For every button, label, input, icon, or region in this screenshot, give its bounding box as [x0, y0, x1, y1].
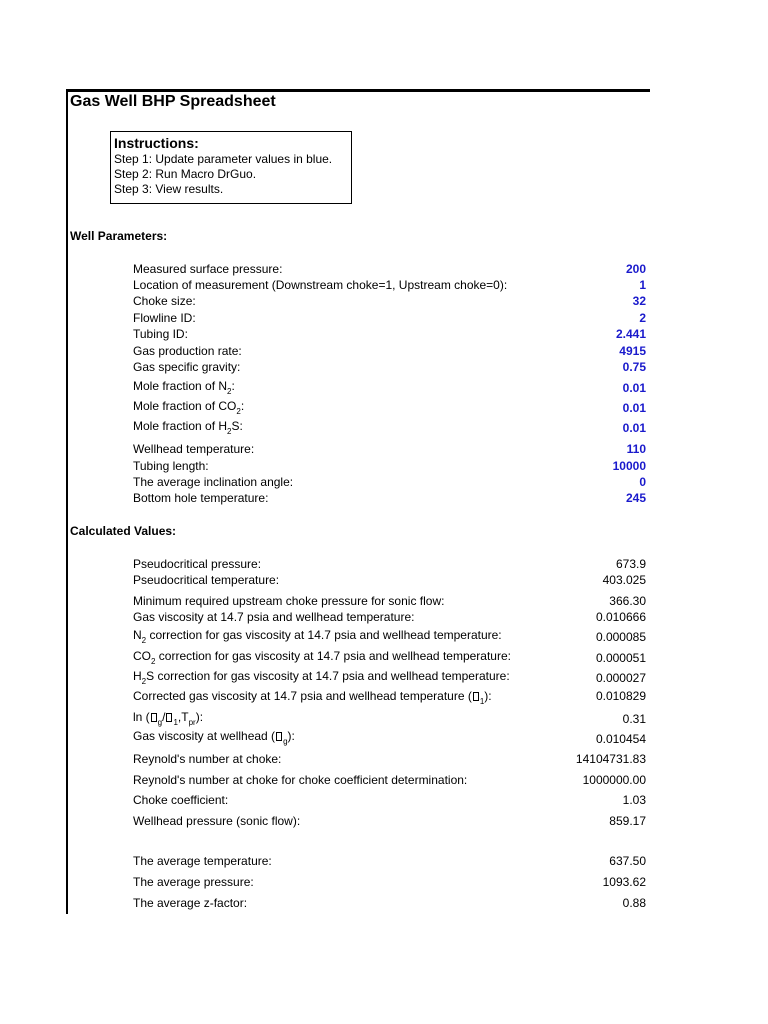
- calc-label: [133, 669, 510, 686]
- param-input-value[interactable]: 0.01: [622, 421, 646, 435]
- param-input-value[interactable]: 0.75: [622, 360, 646, 374]
- calc-row: [133, 689, 646, 705]
- left-border-rule: [66, 90, 68, 914]
- calc-row: [133, 649, 646, 665]
- calc-label: Pseudocritical pressure:: [133, 557, 262, 571]
- calc-value: 1.03: [622, 793, 646, 807]
- calc-label: [133, 628, 502, 645]
- param-row: [133, 327, 646, 343]
- param-label: Location of measurement (Downstream choke=1, Upstream choke=0):: [133, 278, 508, 292]
- calc-row: [133, 854, 646, 870]
- calc-value: 859.17: [609, 814, 646, 828]
- calc-label: [133, 710, 204, 727]
- param-label: Tubing length:: [133, 459, 209, 473]
- param-row: [133, 379, 646, 395]
- calc-label: The average z-factor:: [133, 896, 248, 910]
- calc-label: [133, 649, 511, 666]
- param-input-value[interactable]: 200: [625, 262, 646, 276]
- calc-label: Wellhead pressure (sonic flow):: [133, 814, 301, 828]
- calc-value: 0.010454: [595, 732, 646, 746]
- calc-value: 403.025: [602, 573, 646, 587]
- label-text: ):: [287, 729, 295, 743]
- param-input-value[interactable]: 0.01: [622, 381, 646, 395]
- param-row: [133, 419, 646, 435]
- calc-value: 0.000027: [595, 671, 646, 685]
- param-label: Measured surface pressure:: [133, 262, 283, 276]
- param-label: Gas specific gravity:: [133, 360, 241, 374]
- param-row: [133, 399, 646, 415]
- label-text: Gas viscosity at wellhead (: [133, 729, 276, 743]
- param-label: The average inclination angle:: [133, 475, 294, 489]
- param-label: Flowline ID:: [133, 311, 196, 325]
- calc-row: [133, 557, 646, 573]
- calculated-values-heading: Calculated Values:: [70, 524, 177, 538]
- param-input-value[interactable]: 2.441: [615, 327, 646, 341]
- param-input-value[interactable]: 245: [625, 491, 646, 505]
- calc-row: [133, 729, 646, 745]
- param-label: Choke size:: [133, 294, 196, 308]
- calc-label: The average pressure:: [133, 875, 254, 889]
- param-input-value[interactable]: 0.01: [622, 401, 646, 415]
- label-text: ):: [484, 689, 492, 703]
- label-text: /: [162, 710, 166, 724]
- subscript: 2: [227, 427, 232, 436]
- param-row: [133, 442, 646, 458]
- calc-row: [133, 669, 646, 685]
- subscript: 1: [479, 697, 485, 706]
- calc-value: 366.30: [609, 594, 646, 608]
- well-parameters-heading: Well Parameters:: [70, 229, 168, 243]
- calc-row: [133, 594, 646, 610]
- calc-label: Choke coefficient:: [133, 793, 229, 807]
- label-text: S correction for gas viscosity at 14.7 psia and wellhead temperature:: [146, 669, 510, 683]
- param-label: Wellhead temperature:: [133, 442, 255, 456]
- subscript: pr: [188, 718, 196, 727]
- calc-label: Reynold's number at choke:: [133, 752, 282, 766]
- calc-value: 1093.62: [602, 875, 646, 889]
- label-text: ,T: [177, 710, 189, 724]
- param-label: Gas production rate:: [133, 344, 242, 358]
- instructions-heading: Instructions:: [114, 135, 199, 151]
- instruction-step-1: Step 1: Update parameter values in blue.: [114, 152, 333, 166]
- param-input-value[interactable]: 110: [626, 442, 646, 456]
- param-row: [133, 475, 646, 491]
- calc-row: [133, 793, 646, 809]
- label-text: correction for gas viscosity at 14.7 psia and wellhead temperature:: [155, 649, 511, 663]
- calc-label: Minimum required upstream choke pressure for sonic flow:: [133, 594, 445, 608]
- calc-row: [133, 628, 646, 644]
- param-label: Bottom hole temperature:: [133, 491, 269, 505]
- param-input-value[interactable]: 32: [632, 294, 646, 308]
- label-text: ):: [195, 710, 204, 724]
- param-label: [133, 399, 245, 416]
- calc-value: 0.000051: [595, 651, 646, 665]
- param-input-value[interactable]: 4915: [619, 344, 646, 358]
- param-row: [133, 360, 646, 376]
- subscript: 2: [227, 387, 232, 396]
- param-row: [133, 459, 646, 475]
- calc-row: [133, 875, 646, 891]
- missing-glyph-box: [473, 692, 479, 701]
- label-text: Mole fraction of H: [133, 419, 228, 433]
- param-input-value[interactable]: 1: [639, 278, 646, 292]
- instruction-step-3: Step 3: View results.: [114, 182, 224, 196]
- subscript: 1: [173, 718, 178, 727]
- param-label: [133, 419, 243, 436]
- label-text: Corrected gas viscosity at 14.7 psia and wellhead temperature (: [133, 689, 472, 703]
- missing-glyph-box: [166, 713, 172, 722]
- param-input-value[interactable]: 2: [639, 311, 646, 325]
- missing-glyph-box: [151, 713, 157, 722]
- param-row: [133, 278, 646, 294]
- subscript: 2: [236, 407, 241, 416]
- calc-label: [133, 729, 295, 746]
- label-text: Mole fraction of CO: [133, 399, 237, 413]
- calc-row: [133, 610, 646, 626]
- label-text: H: [133, 669, 142, 683]
- calc-row: [133, 573, 646, 589]
- page-title: Gas Well BHP Spreadsheet: [70, 93, 276, 110]
- label-text: :: [231, 379, 235, 393]
- instructions-box: [110, 131, 352, 204]
- calc-value: 0.31: [622, 712, 646, 726]
- header-rule: [66, 89, 650, 92]
- calc-row: [133, 814, 646, 830]
- calc-value: 637.50: [609, 854, 646, 868]
- param-label: [133, 379, 235, 396]
- param-row: [133, 294, 646, 310]
- missing-glyph-box: [276, 732, 282, 741]
- calc-value: 0.010666: [595, 610, 646, 624]
- subscript: 2: [151, 657, 156, 666]
- calc-row: [133, 896, 646, 912]
- label-text: N: [133, 628, 142, 642]
- param-row: [133, 262, 646, 278]
- subscript: g: [157, 718, 163, 727]
- label-text: ln (: [133, 710, 150, 724]
- param-input-value[interactable]: 10000: [612, 459, 646, 473]
- param-input-value[interactable]: 0: [639, 475, 646, 489]
- subscript: 2: [141, 677, 147, 686]
- calc-value: 0.010829: [595, 689, 646, 703]
- label-text: :: [240, 399, 245, 413]
- subscript: 2: [141, 636, 147, 645]
- calc-label: The average temperature:: [133, 854, 272, 868]
- param-row: [133, 344, 646, 360]
- calc-label: Reynold's number at choke for choke coefficient determination:: [133, 773, 468, 787]
- calc-value: 0.88: [622, 896, 646, 910]
- label-text: CO: [133, 649, 151, 663]
- calc-row: [133, 710, 646, 726]
- calc-row: [133, 752, 646, 768]
- calc-label: Pseudocritical temperature:: [133, 573, 280, 587]
- label-text: Mole fraction of N: [133, 379, 228, 393]
- instruction-step-2: Step 2: Run Macro DrGuo.: [114, 167, 257, 181]
- label-text: S:: [231, 419, 243, 433]
- param-row: [133, 311, 646, 327]
- label-text: correction for gas viscosity at 14.7 psia and wellhead temperature:: [146, 628, 502, 642]
- param-label: Tubing ID:: [133, 327, 188, 341]
- calc-value: 1000000.00: [582, 773, 646, 787]
- calc-label: [133, 689, 492, 706]
- calc-value: 673.9: [615, 557, 646, 571]
- calc-value: 14104731.83: [575, 752, 646, 766]
- calc-row: [133, 773, 646, 789]
- calc-label: Gas viscosity at 14.7 psia and wellhead temperature:: [133, 610, 415, 624]
- calc-value: 0.000085: [595, 630, 646, 644]
- subscript: g: [283, 737, 288, 746]
- param-row: [133, 491, 646, 507]
